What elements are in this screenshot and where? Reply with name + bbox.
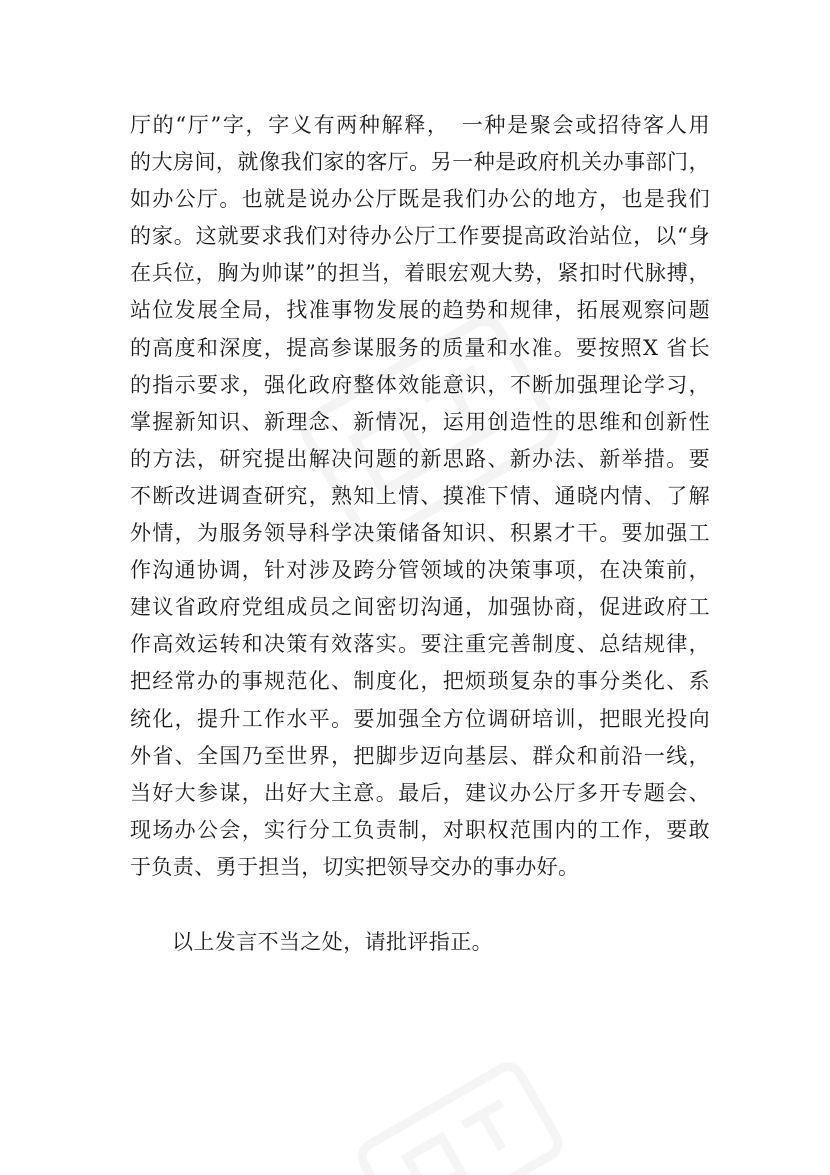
paragraph-line: 建议省政府党组成员之间密切沟通，加强协商，促进政府工 (130, 595, 710, 620)
paragraph-line: 外情，为服务领导科学决策储备知识、积累才干。要加强工 (130, 521, 710, 546)
paragraph-line: 作高效运转和决策有效落实。要注重完善制度、总结规律， (130, 632, 710, 657)
paragraph-line: 的方法，研究提出解决问题的新思路、新办法、新举措。要 (130, 446, 710, 471)
paragraph-line: 不断改进调查研究，熟知上情、摸准下情、通晓内情、了解 (130, 483, 710, 508)
paragraph-line: 掌握新知识、新理念、新情况，运用创造性的思维和创新性 (130, 409, 710, 434)
paragraph-line: 现场办公会，实行分工负责制，对职权范围内的工作，要敢 (130, 817, 710, 842)
paragraph-line: 的大房间，就像我们家的客厅。另一种是政府机关办事部门， (130, 150, 710, 175)
body-paragraph (130, 107, 710, 886)
paragraph-line: 厅的“厅”字，字义有两种解释， 一种是聚会或招待客人用 (130, 113, 710, 137)
paragraph-line: 作沟通协调，针对涉及跨分管领域的决策事项，在决策前， (130, 558, 710, 583)
closing-remark: 以上发言不当之处，请批评指正。 (172, 930, 493, 954)
paragraph-line: 在兵位，胸为帅谋”的担当，着眼宏观大势，紧扣时代脉搏， (130, 261, 710, 286)
paragraph-line: 当好大参谋，出好大主意。最后，建议办公厅多开专题会、 (130, 780, 710, 805)
paragraph-line: 外省、全国乃至世界，把脚步迈向基层、群众和前沿一线， (130, 743, 710, 768)
paragraph-line: 如办公厅。也就是说办公厅既是我们办公的地方，也是我们 (130, 187, 710, 212)
paragraph-line: 的高度和深度，提高参谋服务的质量和水准。要按照X 省长 (130, 335, 710, 360)
paragraph-line: 统化，提升工作水平。要加强全方位调研培训，把眼光投向 (130, 706, 710, 731)
paragraph-line: 把经常办的事规范化、制度化，把烦琐复杂的事分类化、系 (130, 669, 710, 694)
paragraph-line-last: 于负责、勇于担当，切实把领导交办的事办好。 (130, 854, 580, 879)
paragraph-line: 的指示要求，强化政府整体效能意识，不断加强理论学习， (130, 372, 710, 397)
paragraph-line: 的家。这就要求我们对待办公厅工作要提高政治站位，以“身 (130, 224, 710, 249)
watermark-logo-bottom (343, 1048, 576, 1175)
paragraph-line: 站位发展全局，找准事物发展的趋势和规律，拓展观察问题 (130, 298, 710, 323)
